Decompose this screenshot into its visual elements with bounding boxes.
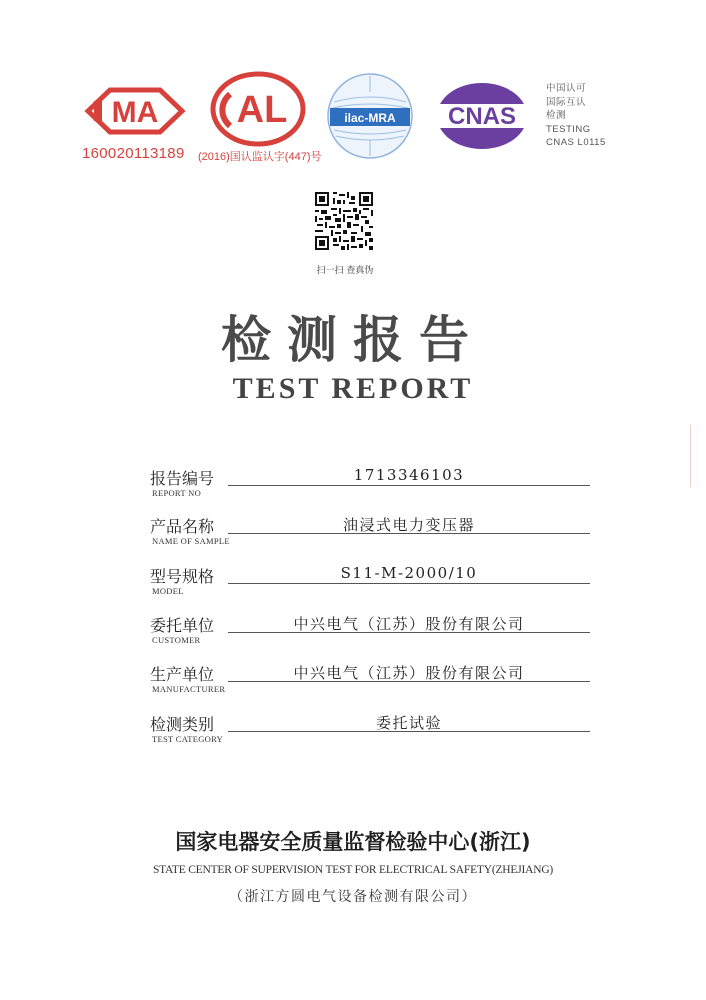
- field-value: 中兴电气（江苏）股份有限公司: [293, 615, 525, 633]
- field-underline: [228, 731, 590, 732]
- field-label-cn: 检测类别: [150, 715, 215, 734]
- report-title-en: TEST REPORT: [232, 372, 474, 405]
- issuer-name-en: STATE CENTER OF SUPERVISION TEST FOR ELECTRICAL SAFETY(ZHEJIANG): [152, 864, 554, 876]
- field-underline: [228, 533, 590, 534]
- field-label-cn: 报告编号: [150, 469, 215, 488]
- cnas-logo-text: CNAS: [447, 103, 517, 130]
- field-underline: [228, 583, 590, 584]
- field-label-en: MANUFACTURER: [152, 684, 226, 694]
- issuer-company: （浙江方圆电气设备检测有限公司）: [229, 889, 477, 905]
- field-value: 委托试验: [375, 714, 442, 732]
- cal-logo: [208, 70, 308, 148]
- cal-logo-text: AL: [236, 89, 288, 131]
- field-underline: [228, 681, 590, 682]
- cma-logo-text: MA: [111, 96, 159, 129]
- field-value: 中兴电气（江苏）股份有限公司: [293, 664, 525, 682]
- report-title-cn: 检测报告: [221, 310, 485, 369]
- field-label-en: NAME OF SAMPLE: [152, 536, 230, 546]
- field-value: 1713346103: [353, 466, 465, 484]
- cnas-line: 中国认可: [546, 83, 587, 94]
- cnas-logo: [434, 80, 530, 152]
- cma-number: 160020113189: [82, 145, 185, 162]
- cnas-line: TESTING: [546, 123, 591, 135]
- cma-logo: [80, 84, 190, 138]
- field-label-en: REPORT NO: [152, 488, 202, 498]
- field-model: [150, 564, 590, 608]
- field-report-no: [150, 466, 590, 510]
- field-value: S11-M-2000/10: [340, 564, 478, 582]
- field-label-cn: 产品名称: [150, 517, 215, 536]
- field-manufacturer: [150, 662, 590, 706]
- field-label-en: MODEL: [152, 586, 184, 596]
- field-value: 油浸式电力变压器: [342, 516, 475, 534]
- field-sample-name: [150, 514, 590, 558]
- cnas-accreditation-text: [546, 82, 606, 150]
- field-label-cn: 委托单位: [150, 616, 215, 635]
- field-label-en: TEST CATEGORY: [152, 734, 224, 744]
- field-customer: [150, 613, 590, 657]
- field-underline: [228, 632, 590, 633]
- qr-caption: 扫一扫 查真伪: [316, 266, 374, 276]
- field-underline: [228, 485, 590, 486]
- field-label-cn: 生产单位: [150, 665, 215, 684]
- cnas-line: 国际互认: [546, 96, 587, 108]
- issuer-name-cn: 国家电器安全质量监督检验中心(浙江): [175, 830, 531, 854]
- cnas-line: 检测: [546, 110, 567, 121]
- ilac-mra-logo: [326, 72, 414, 160]
- ilac-logo-text: ilac-MRA: [344, 111, 396, 125]
- cnas-line: CNAS L0115: [546, 137, 606, 148]
- field-label-cn: 型号规格: [150, 567, 215, 586]
- field-label-en: CUSTOMER: [152, 635, 201, 645]
- field-test-category: [150, 712, 590, 756]
- cal-approval-number: (2016)国认监认字(447)号: [198, 151, 322, 163]
- qr-code-icon[interactable]: [313, 190, 375, 252]
- page-edge-mark: [690, 425, 705, 487]
